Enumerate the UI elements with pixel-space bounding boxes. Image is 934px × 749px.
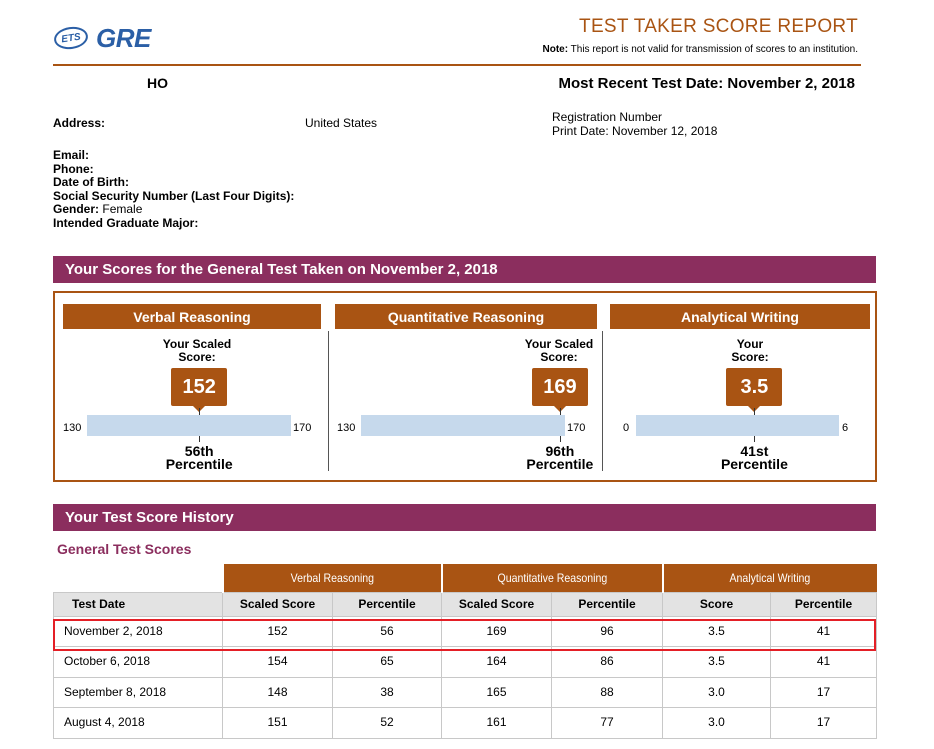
scale-min-label: 130 — [63, 422, 82, 434]
table-group-header-row — [54, 564, 877, 592]
score-badge: 3.5 — [726, 368, 782, 406]
your-score-label — [152, 338, 242, 364]
score-scale-bar — [636, 415, 839, 436]
table-cell: 154 — [223, 647, 333, 678]
address-label: Address: — [53, 116, 106, 130]
table-cell: 41 — [771, 616, 877, 647]
scores-section-banner: Your Scores for the General Test Taken on November 2, 2018 — [53, 256, 876, 283]
registration-info — [552, 110, 717, 138]
percentile-label — [709, 445, 799, 471]
candidate-name: HO — [147, 75, 168, 91]
column-header: Percentile — [333, 592, 442, 616]
panel-title: Verbal Reasoning — [63, 304, 321, 329]
score-scale-bar — [87, 415, 291, 436]
table-row — [54, 677, 877, 708]
table-cell: 169 — [442, 616, 552, 647]
table-row — [54, 616, 877, 647]
dob-label: Date of Birth: — [53, 175, 129, 190]
note-text: This report is not valid for transmission of scores to an institution. — [570, 44, 858, 55]
email-label: Email: — [53, 148, 90, 162]
note-label: Note: — [542, 44, 569, 55]
your-score-label-line2: Score: — [731, 350, 769, 364]
table-cell: 41 — [771, 647, 877, 678]
table-cell: 86 — [552, 647, 663, 678]
table-cell: 3.5 — [663, 616, 771, 647]
major-label: Intended Graduate Major: — [53, 215, 199, 230]
table-cell: August 4, 2018 — [54, 708, 223, 739]
percentile-word: Percentile — [720, 456, 788, 472]
table-cell: 65 — [333, 647, 442, 678]
phone-label: Phone: — [53, 161, 94, 176]
column-header: Score — [663, 592, 771, 616]
table-cell: 77 — [552, 708, 663, 739]
column-header: Test Date — [54, 592, 223, 616]
table-cell: 152 — [223, 616, 333, 647]
table-cell: 164 — [442, 647, 552, 678]
gre-logo-text: GRE — [96, 22, 151, 53]
table-cell: 151 — [223, 708, 333, 739]
header-divider — [53, 64, 861, 66]
table-group-header — [223, 564, 442, 592]
scale-min-label: 130 — [337, 422, 356, 434]
percentile-value: 41st — [740, 443, 769, 459]
most-recent-test-date: Most Recent Test Date: November 2, 2018 — [558, 75, 855, 92]
column-header: Percentile — [552, 592, 663, 616]
table-cell: 3.5 — [663, 647, 771, 678]
score-scale-bar — [361, 415, 565, 436]
score-badge: 152 — [171, 368, 227, 406]
column-header: Percentile — [771, 592, 877, 616]
percentile-value: 56th — [184, 443, 214, 459]
gender-line — [53, 203, 294, 217]
score-badge: 169 — [532, 368, 588, 406]
ssn-label: Social Security Number (Last Four Digits): — [53, 188, 295, 203]
your-score-label-line1: Your Scaled — [162, 337, 232, 351]
table-cell: 161 — [442, 708, 552, 739]
your-score-label — [720, 338, 780, 364]
table-cell: 52 — [333, 708, 442, 739]
table-cell: 96 — [552, 616, 663, 647]
column-header: Scaled Score — [442, 592, 552, 616]
verbal-score-panel — [55, 293, 327, 480]
writing-score-panel — [603, 293, 875, 480]
address-value: United States — [305, 116, 378, 130]
scale-min-label: 0 — [623, 422, 630, 434]
quant-score-panel — [329, 293, 601, 480]
candidate-details — [53, 149, 294, 231]
gre-logo — [54, 23, 151, 53]
column-header: Scaled Score — [223, 592, 333, 616]
gender-value: Female — [102, 202, 143, 217]
table-cell: 38 — [333, 677, 442, 708]
table-cell: 3.0 — [663, 677, 771, 708]
ets-logo-mark: ETS — [53, 25, 90, 52]
history-section-banner: Your Test Score History — [53, 504, 876, 531]
scale-max-label: 6 — [842, 422, 849, 434]
panel-title: Quantitative Reasoning — [335, 304, 597, 329]
your-score-label-line2: Score: — [540, 350, 578, 364]
report-note — [542, 44, 858, 55]
group-label: Quantitative Reasoning — [497, 570, 607, 585]
your-score-label-line1: Your Scaled — [524, 337, 594, 351]
table-group-blank — [54, 564, 223, 592]
table-cell: September 8, 2018 — [54, 677, 223, 708]
table-group-header — [663, 564, 877, 592]
history-subtitle: General Test Scores — [57, 541, 192, 557]
scale-max-label: 170 — [293, 422, 312, 434]
table-column-header-row — [54, 592, 877, 616]
table-cell: 148 — [223, 677, 333, 708]
score-history-table — [53, 564, 877, 739]
percentile-label — [515, 445, 605, 471]
panel-title: Analytical Writing — [610, 304, 870, 329]
table-cell: November 2, 2018 — [54, 616, 223, 647]
table-cell: 165 — [442, 677, 552, 708]
table-row — [54, 647, 877, 678]
table-cell: 17 — [771, 677, 877, 708]
your-score-label — [519, 338, 599, 364]
table-group-header — [442, 564, 663, 592]
table-cell: 3.0 — [663, 708, 771, 739]
table-cell: 88 — [552, 677, 663, 708]
table-cell: 56 — [333, 616, 442, 647]
percentile-label — [154, 445, 244, 471]
score-summary-box — [53, 291, 877, 482]
percentile-value: 96th — [545, 443, 575, 459]
table-cell: 17 — [771, 708, 877, 739]
table-row — [54, 708, 877, 739]
gender-label: Gender: — [53, 202, 100, 217]
group-label: Verbal Reasoning — [290, 570, 374, 585]
scale-max-label: 170 — [567, 422, 586, 434]
percentile-word: Percentile — [165, 456, 233, 472]
group-label: Analytical Writing — [729, 570, 811, 585]
table-cell: October 6, 2018 — [54, 647, 223, 678]
your-score-label-line1: Your — [736, 337, 764, 351]
report-title: TEST TAKER SCORE REPORT — [579, 16, 858, 37]
registration-number-label: Registration Number — [552, 110, 663, 124]
percentile-word: Percentile — [526, 456, 594, 472]
print-date: Print Date: November 12, 2018 — [552, 124, 718, 138]
your-score-label-line2: Score: — [178, 350, 216, 364]
